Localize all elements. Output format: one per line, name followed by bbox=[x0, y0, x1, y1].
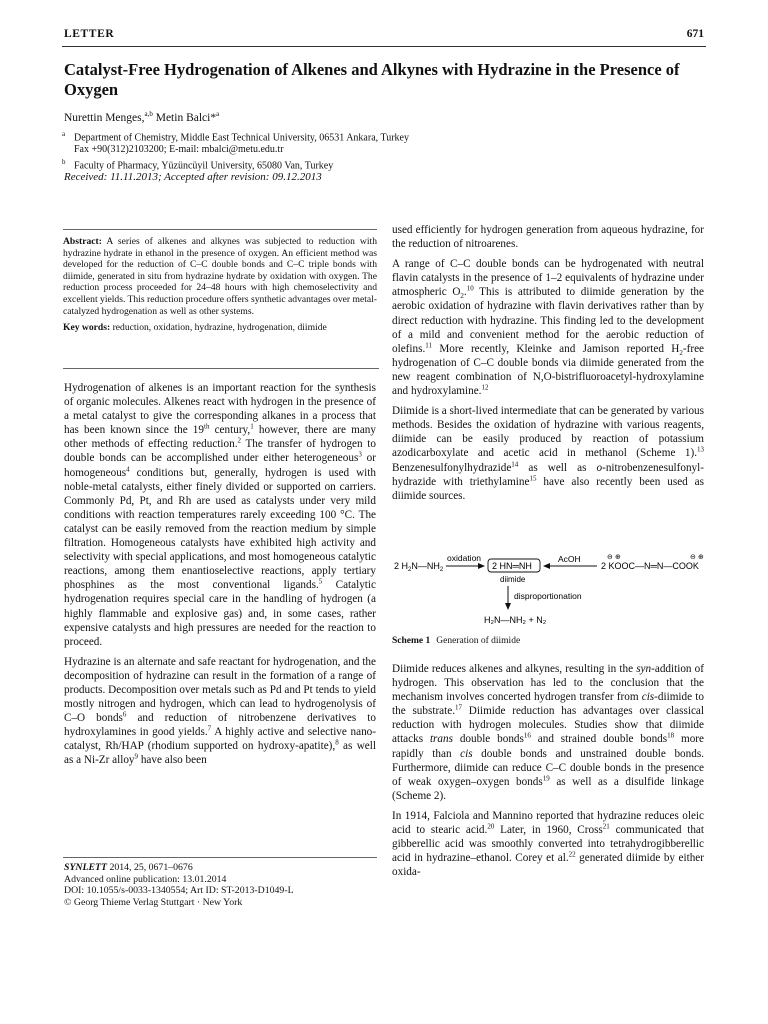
reference-mark: 2 bbox=[237, 436, 241, 445]
reference-mark: 6 bbox=[122, 710, 127, 719]
charge-plus-mark: ⊕ bbox=[615, 554, 621, 561]
scheme-caption bbox=[392, 636, 520, 646]
charge-minus-mark: ⊖ bbox=[607, 554, 613, 561]
running-header-section: LETTER bbox=[64, 28, 115, 40]
affiliation-mark: b bbox=[62, 158, 66, 166]
advanced-publication-date: Advanced online publication: 13.01.2014 bbox=[64, 873, 227, 885]
reference-mark: 4 bbox=[126, 464, 130, 473]
reference-mark: 1 bbox=[250, 422, 254, 431]
header-rule bbox=[62, 46, 706, 47]
reference-mark: 19 bbox=[542, 774, 550, 783]
body-right-column-top bbox=[392, 223, 704, 509]
page-number: 671 bbox=[686, 28, 704, 40]
footer-rule bbox=[63, 857, 377, 858]
scheme-caption-label: Scheme 1 bbox=[392, 636, 431, 646]
body-paragraph: A range of C–C double bonds can be hydrogenated with neutral flavin catalysts in the presence of 1–2 equivalents of hydrazine under atmospheric $O_2.^{10}$ This is attributed to diimide generation by the aerobic oxidation of hydrazine with flavin derivatives rather than by direct reduction with hydrazine. This finding led to the development of a mild and convenient method for the aerobic reduction of olefins.$^{11}$ More recently, Kleinke and Jamison reported $H_2$-free hydrogenation of C–C double bonds via diimide generated from the new reagent combination of N,O-bistrifluoroacetyl-hydroxylamine and hydroxylamine.$^{12}$ bbox=[392, 258, 704, 398]
charge-plus-mark: ⊕ bbox=[698, 554, 704, 561]
affiliation-b bbox=[64, 156, 333, 172]
author-name: Nurettin Menges, bbox=[64, 111, 145, 124]
reference-mark: 22 bbox=[568, 850, 576, 859]
author-name: Metin Balci* bbox=[152, 111, 217, 124]
affiliation-a bbox=[64, 128, 409, 156]
body-left-column bbox=[64, 381, 376, 774]
products-formula: H₂N—NH₂ + N₂ bbox=[484, 615, 547, 625]
abstract-paragraph bbox=[63, 236, 377, 317]
oxidation-label: oxidation bbox=[447, 553, 482, 563]
reference-mark: 14 bbox=[511, 459, 519, 468]
body-paragraph: In 1914, Falciola and Mannino reported that hydrazine reduces oleic acid to stearic acid.$^{20}$ Later, in 1960, Cross$^{21}$ communicated that gibberellic acid was smoothly converted into tetrahydrogibberellic acid in hydrazine–ethanol. Corey et al.$^{22}$ generated diimide by either oxida- bbox=[392, 809, 705, 879]
reference-mark: 17 bbox=[455, 703, 463, 712]
body-paragraph: Diimide reduces alkenes and alkynes, resulting in the syn-addition of hydrogen. This observation has led to the conclusion that the mechanism involves concerted hydrogen transfer from cis-diimide to the substrate.$^{17}$ Diimide reduction has advantages over classical reduction with hydrogen molecules. Studies show that diimide attacks trans double bonds$^{16}$ and strained double bonds$^{18}$ more rapidly than cis double bonds and unstrained double bonds. Furthermore, diimide can reduce C–C double bonds in the presence of weak oxygen–oxygen bonds$^{19}$ as well as a disulfide linkage (Scheme 2). bbox=[392, 663, 705, 802]
reference-mark: 5 bbox=[318, 577, 323, 586]
abstract-bottom-rule bbox=[63, 368, 379, 369]
affiliation-contact: Fax +90(312)2103200; E-mail: mbalci@metu.edu.tr bbox=[74, 144, 284, 156]
scheme-1-diagram bbox=[392, 551, 712, 633]
received-dates: Received: 11.11.2013; Accepted after revision: 09.12.2013 bbox=[64, 171, 322, 183]
keywords-label: Key words: bbox=[63, 322, 111, 334]
body-paragraph: used efficiently for hydrogen generation from aqueous hydrazine, for the reduction of nitroarenes. bbox=[392, 224, 704, 251]
keywords-text: reduction, oxidation, hydrazine, hydrogenation, diimide bbox=[110, 322, 327, 334]
reference-mark: 9 bbox=[134, 752, 139, 761]
reference-mark: 15 bbox=[529, 473, 537, 482]
reference-mark: 3 bbox=[358, 450, 362, 459]
acoh-label: AcOH bbox=[558, 554, 581, 564]
copyright-line: © Georg Thieme Verlag Stuttgart · New York bbox=[64, 896, 243, 908]
author-affiliation-mark: a bbox=[216, 110, 220, 118]
publication-footer bbox=[64, 862, 294, 908]
doi-line: DOI: 10.1055/s-0033-1340554; Art ID: ST-2013-D1049-L bbox=[64, 885, 294, 896]
affiliation-line: Department of Chemistry, Middle East Technical University, 06531 Ankara, Turkey bbox=[74, 132, 409, 144]
article-title: Catalyst-Free Hydrogenation of Alkenes and Alkynes with Hydrazine in the Presence of Oxygen bbox=[64, 60, 680, 99]
diimide-label: diimide bbox=[500, 575, 526, 584]
reference-mark: 8 bbox=[335, 738, 339, 747]
author-list bbox=[64, 110, 219, 124]
journal-citation: 2014, 25, 0671–0676 bbox=[107, 862, 193, 873]
affiliation-mark: a bbox=[62, 130, 66, 138]
reference-mark: 10 bbox=[466, 284, 474, 293]
charge-minus-mark: ⊖ bbox=[690, 554, 696, 561]
reference-mark: 12 bbox=[481, 383, 489, 392]
reference-mark: 11 bbox=[425, 341, 432, 350]
diimide-formula: 2 HN═NH bbox=[492, 561, 532, 571]
affiliation-line: Faculty of Pharmacy, Yüzüncüyil University, 65080 Van, Turkey bbox=[74, 160, 334, 172]
author-affiliation-mark: a,b bbox=[144, 110, 153, 118]
azodicarboxylate-formula: 2 KOOC—N═N—COOK bbox=[601, 561, 699, 571]
reference-mark: 20 bbox=[487, 822, 495, 831]
body-paragraph: Hydrazine is an alternate and safe reactant for hydrogenation, and the decomposition of hydrazine can result in the formation of a range of products. Decomposition over metals such as Pd and Pt tends to yield mostly nitrogen and hydrogen, which can lead to hydrogenolysis of C–O bonds$^6$ and reduction of nitrobenzene derivatives to hydroxylamines in good yields.$^7$ A highly active and selective nano-catalyst, Rh/HAP (rhodium supported on hydroxy-apatite),$^8$ as well as a Ni-Zr alloy$^9$ have also been bbox=[64, 655, 376, 767]
body-paragraph: Hydrogenation of alkenes is an important reaction for the synthesis of organic molecules. Alkenes react with hydrogen in the presence of a metal catalyst to give the corresponding alkanes in a process that has been known since the 19th century,$^1$ however, there are many other methods of effecting reduction.$^2$ The transfer of hydrogen to double bonds can be accomplished under either heterogeneous$^3$ or homogeneous$^4$ conditions but, generally, hydrogen is used with noble-metal catalysts, either finely divided or supported on carriers. Commonly Pd, Pt, and Rh are used as catalysts under very mild conditions with reaction temperatures rarely exceeding 100 °C. The catalyst can be easily removed from the reaction medium by simple filtration. Homogeneous catalysts have exhibited high activity and selectivity with special applications, and most homogeneous catalytic reactions, among them enantioselective reactions, apply tertiary phosphines as the most conventional ligands.$^5$ Catalytic hydrogenation requires special care in the handling of hydrogen (a highly flammable and explosive gas) and, in some cases, rather expensive catalysts and high pressures are needed for the reaction to proceed. bbox=[64, 382, 376, 648]
reference-mark: 16 bbox=[523, 731, 531, 740]
abstract-text: A series of alkenes and alkynes was subjected to reduction with hydrazine hydrate in ethanol in the presence of oxygen. An efficient method was developed for the reduction of C–C double bonds and C–C triple bonds with diimide, generated in situ from hydrazine hydrate by oxidation with oxygen. The reduction process proceeded for 24–48 hours with high chemoselectivity and excellent yields. This reduction procedure offers synthetic advantages over metal-catalyzed hydrogenation as well as other systems. bbox=[63, 236, 377, 317]
journal-name: SYNLETT bbox=[64, 862, 107, 873]
reference-mark: 7 bbox=[207, 724, 212, 733]
reactant-hydrazine: 2 $H_2N—NH_2$ bbox=[394, 561, 444, 573]
reference-mark: 21 bbox=[602, 822, 610, 831]
abstract-box bbox=[63, 229, 377, 339]
reference-mark: 13 bbox=[697, 445, 704, 454]
disproportionation-label: disproportionation bbox=[514, 591, 582, 601]
body-paragraph: Diimide is a short-lived intermediate that can be generated by various methods. Besides the oxidation of hydrazine with various reagents, diimide can be easily produced by reaction of potassium azodicarboxylate and acetic acid in methanol (Scheme 1).$^{13}$ Benzenesulfonylhydrazide$^{14}$ as well as o-nitrobenzenesulfonyl-hydrazide with triethylamine$^{15}$ have also recently been used as diimide sources. bbox=[392, 405, 704, 502]
abstract-label: Abstract: bbox=[63, 236, 102, 247]
scheme-caption-text: Generation of diimide bbox=[436, 636, 521, 646]
reference-mark: 18 bbox=[667, 731, 675, 740]
keywords-paragraph bbox=[63, 322, 377, 334]
body-right-column-bottom bbox=[392, 662, 704, 885]
